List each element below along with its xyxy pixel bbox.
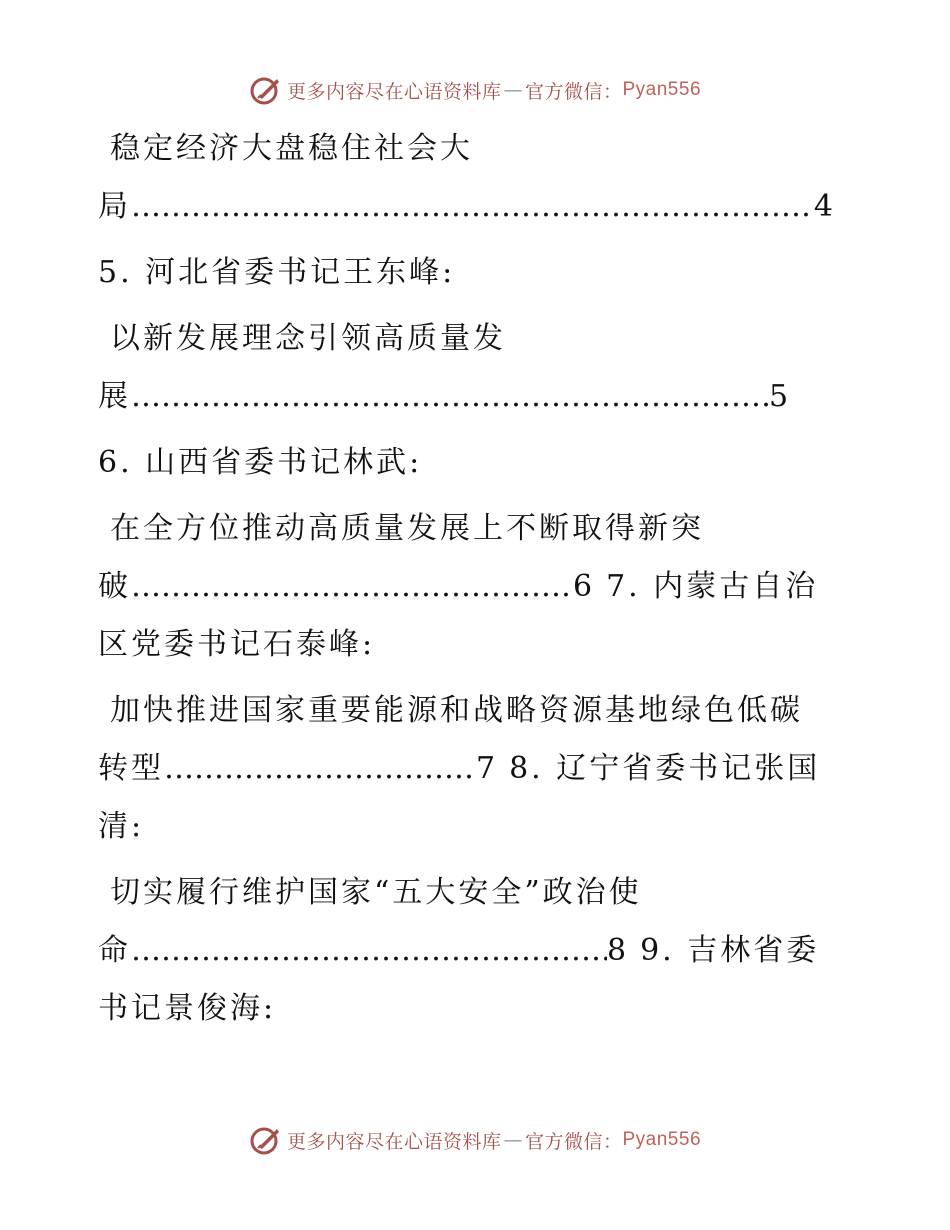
toc-line (98, 740, 833, 798)
toc-entry-title: 在全方位推动高质量发展上不断取得新突 (110, 511, 704, 546)
watermark-text: 更多内容尽在心语资料库 (286, 80, 502, 103)
toc-line (98, 798, 833, 856)
toc-entry-heading: 6. 山西省委书记林武: (98, 445, 423, 480)
toc-line (98, 120, 833, 178)
watermark-text: 更多内容尽在心语资料库 (286, 1130, 502, 1153)
toc-line (98, 682, 833, 740)
toc-line (98, 922, 833, 980)
toc-entry-title: 稳定经济大盘稳住社会大 (110, 131, 473, 166)
wechat-label: 官方微信： (524, 80, 623, 103)
toc-entry-title: 切实履行维护国家“五大安全”政治使 (110, 875, 642, 910)
toc-leader-dots (131, 922, 607, 980)
toc-page-number: 6 (573, 569, 593, 604)
wechat-label: 官方微信： (524, 1130, 623, 1153)
toc-line (98, 616, 833, 674)
toc-entry-heading: 区党委书记石泰峰: (98, 627, 376, 662)
toc-leader-dots (164, 740, 476, 798)
toc-leader-dots (131, 558, 573, 616)
toc-line (98, 310, 833, 368)
toc-entry-title: 局 (98, 189, 131, 224)
watermark-footer (0, 1120, 950, 1160)
quill-logo-icon (249, 73, 283, 107)
toc-line (98, 368, 833, 426)
toc-entry-heading: 8. 辽宁省委书记张国 (509, 751, 821, 786)
toc-entry-title: 破 (98, 569, 131, 604)
toc-line (98, 864, 833, 922)
toc-line (98, 980, 833, 1038)
toc-line (98, 244, 833, 302)
toc-line (98, 558, 833, 616)
toc-entry-heading: 书记景俊海: (98, 991, 277, 1026)
toc-line (98, 178, 833, 236)
watermark-header (0, 70, 950, 110)
toc-entry-title: 展 (98, 379, 131, 414)
quill-logo-icon (249, 1123, 283, 1157)
toc-line (98, 434, 833, 492)
toc-entry-heading: 5. 河北省委书记王东峰: (98, 255, 456, 290)
toc-entry-title: 转型 (98, 751, 164, 786)
wechat-id: Pyan556 (622, 79, 702, 100)
toc-entry-title: 命 (98, 933, 131, 968)
toc-page-number: 8 (607, 933, 627, 968)
toc-entry-heading: 9. 吉林省委 (640, 933, 820, 968)
watermark-separator: — (503, 79, 523, 101)
toc-entry-heading: 7. 内蒙古自治 (606, 569, 819, 604)
toc-page-number: 5 (769, 379, 789, 414)
toc-entry-heading: 清: (98, 809, 145, 844)
watermark-separator: — (503, 1129, 523, 1151)
toc-leader-dots (131, 178, 814, 236)
toc-page-number: 4 (813, 189, 833, 224)
toc-content (98, 120, 833, 1038)
toc-entry-title: 以新发展理念引领高质量发 (110, 321, 506, 356)
toc-leader-dots (131, 368, 769, 426)
toc-page-number: 7 (476, 751, 496, 786)
toc-entry-title: 加快推进国家重要能源和战略资源基地绿色低碳 (110, 693, 803, 728)
wechat-id: Pyan556 (622, 1129, 702, 1150)
toc-line (98, 500, 833, 558)
